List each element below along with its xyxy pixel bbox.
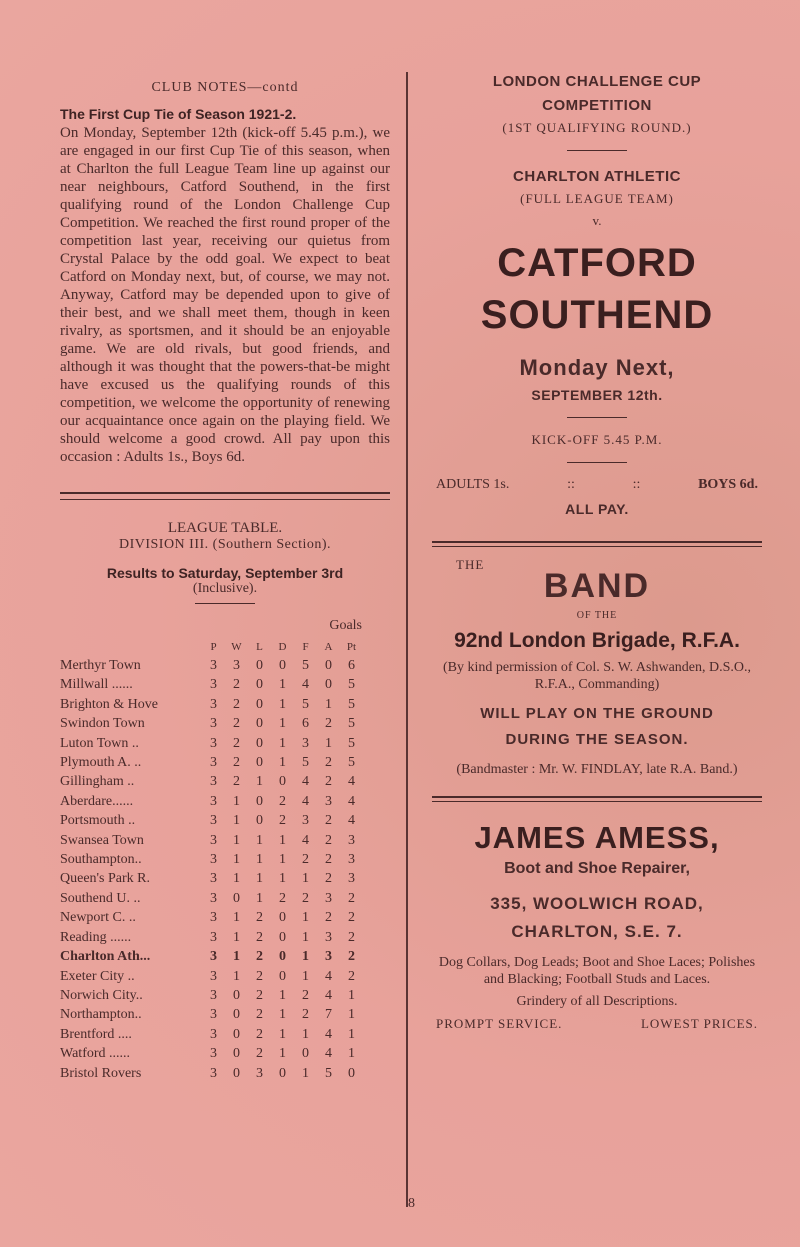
stat-d: 1 [279, 987, 286, 1003]
advertiser-service [432, 1016, 762, 1032]
stat-a: 4 [325, 968, 332, 984]
permission-note: (By kind permission of Col. S. W. Ashwanden, D.S.O., R.F.A., Commanding) [442, 660, 751, 692]
col-lost: L [256, 641, 263, 653]
right-column [432, 70, 762, 1032]
band-title: BAND [543, 567, 651, 605]
team-name: Northampton.. [60, 1007, 142, 1023]
team-name: Southend U. .. [60, 890, 141, 906]
stat-l: 2 [256, 1007, 263, 1023]
stat-l: 2 [256, 1046, 263, 1062]
stat-pt: 5 [348, 716, 355, 732]
section-rule [432, 796, 762, 802]
team-name: Norwich City.. [60, 987, 143, 1003]
stat-d: 1 [279, 755, 286, 771]
stat-l: 2 [256, 987, 263, 1003]
team-name: Portsmouth .. [60, 813, 136, 829]
stat-f: 1 [302, 949, 309, 965]
stat-pt: 5 [348, 677, 355, 693]
stat-w: 1 [233, 813, 240, 829]
team-name: Southampton.. [60, 852, 142, 868]
team-name: Reading ...... [60, 929, 132, 945]
stat-l: 1 [256, 774, 263, 790]
stat-f: 1 [302, 910, 309, 926]
team-name: Millwall ...... [60, 677, 133, 693]
column-divider [406, 72, 408, 1207]
stat-l: 0 [256, 677, 263, 693]
stat-w: 1 [233, 949, 240, 965]
stat-a: 2 [325, 774, 332, 790]
stat-p: 3 [210, 658, 217, 673]
all-pay-note: ALL PAY. [565, 501, 629, 517]
stat-w: 2 [233, 677, 240, 693]
stat-d: 2 [279, 813, 286, 829]
versus: v. [592, 213, 602, 228]
league-table-title: LEAGUE TABLE. [167, 520, 283, 536]
stat-f: 1 [302, 929, 309, 945]
stat-d: 0 [279, 949, 286, 965]
table-row [60, 695, 363, 714]
table-row [60, 714, 363, 733]
goals-header: Goals [329, 618, 362, 633]
stat-p: 3 [210, 677, 217, 693]
stat-pt: 6 [348, 658, 355, 673]
left-column [60, 70, 390, 1083]
page-number: 8 [408, 1196, 415, 1211]
table-row [60, 1044, 363, 1063]
stat-d: 2 [279, 793, 286, 809]
stat-pt: 1 [348, 987, 355, 1003]
stat-w: 1 [233, 832, 240, 848]
stat-pt: 2 [348, 949, 355, 965]
stat-l: 2 [256, 968, 263, 984]
stat-w: 3 [233, 658, 240, 673]
results-subheading: (Inclusive). [192, 581, 258, 596]
team-name: Watford ...... [60, 1046, 131, 1062]
stat-a: 1 [325, 735, 332, 751]
stat-f: 0 [302, 1046, 309, 1062]
stat-a: 2 [325, 832, 332, 848]
stat-d: 1 [279, 696, 286, 712]
stat-pt: 2 [348, 890, 355, 906]
will-play-line2: DURING THE SEASON. [505, 731, 689, 748]
kickoff-time: KICK-OFF 5.45 P.M. [531, 432, 663, 447]
stat-p: 3 [210, 910, 217, 926]
stat-w: 0 [233, 987, 240, 1003]
stat-f: 1 [302, 1026, 309, 1042]
short-rule [195, 603, 255, 604]
stat-w: 1 [233, 910, 240, 926]
team-name: Luton Town .. [60, 735, 139, 751]
stat-a: 3 [325, 890, 332, 906]
stat-a: 2 [325, 755, 332, 771]
stat-d: 1 [279, 1026, 286, 1042]
match-date: SEPTEMBER 12th. [531, 387, 663, 403]
table-row [60, 908, 363, 927]
stat-l: 1 [256, 832, 263, 848]
col-points: Pt [346, 641, 357, 653]
stat-w: 2 [233, 696, 240, 712]
match-day: Monday Next, [519, 355, 675, 380]
table-row [60, 675, 363, 694]
stat-a: 0 [325, 677, 332, 693]
round-label: (1ST QUALIFYING ROUND.) [502, 120, 692, 135]
cup-title-line2: COMPETITION [542, 97, 652, 114]
table-row [60, 889, 363, 908]
stat-p: 3 [210, 1065, 217, 1081]
prompt-service: PROMPT SERVICE. [436, 1016, 563, 1031]
stat-p: 3 [210, 1007, 217, 1023]
team-name: Charlton Ath... [60, 949, 151, 965]
advertiser-goods: Dog Collars, Dog Leads; Boot and Shoe Laces; Polishes and Blacking; Football Studs and Laces. [438, 955, 756, 987]
stat-d: 0 [279, 968, 286, 984]
stat-a: 4 [325, 987, 332, 1003]
section-rule [60, 492, 390, 500]
table-row [60, 811, 363, 830]
stat-pt: 0 [348, 1065, 355, 1081]
stat-l: 0 [256, 755, 263, 771]
table-row [60, 831, 363, 850]
stat-a: 7 [325, 1007, 332, 1023]
stat-p: 3 [210, 755, 217, 771]
stat-d: 1 [279, 852, 286, 868]
cup-tie-article: On Monday, September 12th (kick-off 5.45 p.m.), we are engaged in our first Cup Tie of this season, when at Charlton the full League Team line up against our near neighbours, Catford Southend, in the first qualifying round of the London Challenge Cup Competition. We reached the first round proper of the competition last year, receiving our quietus from Crystal Palace by the odd goal. We expect to beat Catford on Monday next, but, of course, we may not. Anyway, Catford may be depended upon to give of their best, and we shall meet them, though in keen rivalry, as sportsmen, and it should be an enjoyable game. We are old rivals, but good friends, and although it was thought that the powers-that-be might have excused us the qualifying rounds of this competition, we welcome the opportunity of renewing our acquaintance once again on the playing field. We should welcome a good crowd. All pay upon this occasion : Adults 1s., Boys 6d. [60, 125, 390, 465]
stat-pt: 5 [348, 755, 355, 771]
stat-p: 3 [210, 716, 217, 732]
team-name: Queen's Park R. [60, 871, 151, 887]
stat-a: 0 [325, 658, 332, 673]
team-name: Swindon Town [60, 716, 145, 732]
stat-d: 0 [279, 658, 286, 673]
boys-price: BOYS 6d. [698, 477, 758, 492]
team-name: Swansea Town [60, 832, 144, 848]
stat-pt: 4 [348, 774, 355, 790]
stat-l: 2 [256, 949, 263, 965]
section-rule [432, 541, 762, 547]
stat-f: 5 [302, 658, 309, 673]
stat-a: 2 [325, 813, 332, 829]
advertiser-grindery: Grindery of all Descriptions. [516, 994, 678, 1009]
stat-p: 3 [210, 696, 217, 712]
stat-d: 1 [279, 1007, 286, 1023]
home-team: CHARLTON ATHLETIC [513, 168, 681, 185]
stat-p: 3 [210, 890, 217, 906]
stat-d: 1 [279, 871, 286, 887]
team-name: Aberdare...... [60, 793, 134, 809]
admission-prices [432, 477, 762, 493]
stat-l: 0 [256, 696, 263, 712]
stat-p: 3 [210, 793, 217, 809]
stat-w: 0 [233, 1007, 240, 1023]
stat-f: 2 [302, 987, 309, 1003]
team-name: Newport C. .. [60, 910, 136, 926]
stat-d: 0 [279, 910, 286, 926]
stat-l: 0 [256, 813, 263, 829]
stat-p: 3 [210, 735, 217, 751]
short-rule [567, 462, 627, 463]
stat-f: 5 [302, 696, 309, 712]
stat-d: 0 [279, 774, 286, 790]
stat-w: 0 [233, 1026, 240, 1042]
cup-title-line1: LONDON CHALLENGE CUP [492, 73, 702, 90]
table-row [60, 928, 363, 947]
club-notes-title: CLUB NOTES—contd [151, 80, 299, 95]
stat-l: 1 [256, 852, 263, 868]
stat-l: 2 [256, 910, 263, 926]
stat-pt: 5 [348, 696, 355, 712]
brigade-name: 92nd London Brigade, R.F.A. [454, 629, 740, 652]
stat-p: 3 [210, 949, 217, 965]
stat-pt: 3 [348, 832, 355, 848]
stat-a: 2 [325, 852, 332, 868]
col-played: P [210, 641, 217, 653]
home-team-note: (FULL LEAGUE TEAM) [520, 191, 674, 206]
col-for: F [302, 641, 309, 653]
stat-pt: 5 [348, 735, 355, 751]
stat-w: 0 [233, 1065, 240, 1081]
stat-f: 1 [302, 1065, 309, 1081]
stat-d: 0 [279, 1065, 286, 1081]
table-row [60, 772, 363, 791]
stat-a: 4 [325, 1046, 332, 1062]
stat-w: 2 [233, 755, 240, 771]
table-row [60, 869, 363, 888]
stat-d: 1 [279, 677, 286, 693]
stat-l: 0 [256, 793, 263, 809]
stat-a: 2 [325, 871, 332, 887]
stat-w: 2 [233, 774, 240, 790]
band-the: THE [456, 557, 485, 572]
stat-l: 0 [256, 735, 263, 751]
stat-l: 0 [256, 658, 263, 673]
away-team-line2: SOUTHEND [480, 293, 714, 337]
team-name: Merthyr Town [60, 658, 141, 673]
table-row [60, 656, 363, 675]
stat-w: 1 [233, 852, 240, 868]
stat-f: 2 [302, 1007, 309, 1023]
stat-p: 3 [210, 1046, 217, 1062]
league-table [60, 638, 363, 1083]
adults-price: ADULTS 1s. [436, 477, 510, 492]
stat-l: 2 [256, 1026, 263, 1042]
stat-f: 4 [302, 793, 309, 809]
stat-a: 3 [325, 929, 332, 945]
separator: :: [567, 477, 575, 492]
table-row [60, 734, 363, 753]
league-table-header [60, 638, 363, 656]
advertiser-town: CHARLTON, S.E. 7. [511, 922, 683, 941]
stat-f: 1 [302, 968, 309, 984]
bandmaster-note: (Bandmaster : Mr. W. FINDLAY, late R.A. Band.) [456, 762, 738, 777]
stat-p: 3 [210, 813, 217, 829]
team-name: Brighton & Hove [60, 696, 158, 712]
stat-pt: 2 [348, 910, 355, 926]
stat-p: 3 [210, 929, 217, 945]
will-play-line1: WILL PLAY ON THE GROUND [480, 705, 714, 722]
stat-pt: 4 [348, 813, 355, 829]
stat-p: 3 [210, 852, 217, 868]
table-row [60, 967, 363, 986]
stat-f: 3 [302, 735, 309, 751]
stat-f: 1 [302, 871, 309, 887]
table-row [60, 753, 363, 772]
team-name: Gillingham .. [60, 774, 135, 790]
team-name: Bristol Rovers [60, 1065, 142, 1081]
stat-f: 4 [302, 677, 309, 693]
stat-pt: 1 [348, 1026, 355, 1042]
stat-pt: 4 [348, 793, 355, 809]
table-row [60, 986, 363, 1005]
col-against: A [324, 641, 333, 653]
stat-w: 1 [233, 929, 240, 945]
separator: :: [632, 477, 641, 492]
stat-a: 1 [325, 696, 332, 712]
stat-a: 2 [325, 716, 332, 732]
away-team-line1: CATFORD [497, 241, 697, 285]
table-row [60, 947, 363, 966]
lowest-prices: LOWEST PRICES. [640, 1016, 758, 1031]
stat-pt: 3 [348, 871, 355, 887]
table-row [60, 850, 363, 869]
stat-p: 3 [210, 871, 217, 887]
stat-p: 3 [210, 832, 217, 848]
stat-f: 3 [302, 813, 309, 829]
stat-w: 1 [233, 968, 240, 984]
col-won: W [231, 641, 242, 653]
short-rule [567, 150, 627, 151]
table-row [60, 1064, 363, 1083]
team-name: Exeter City .. [60, 968, 135, 984]
stat-w: 2 [233, 735, 240, 751]
stat-l: 3 [256, 1065, 263, 1081]
table-row [60, 1005, 363, 1024]
stat-p: 3 [210, 774, 217, 790]
stat-a: 4 [325, 1026, 332, 1042]
stat-w: 1 [233, 871, 240, 887]
stat-f: 4 [302, 774, 309, 790]
stat-d: 0 [279, 929, 286, 945]
stat-pt: 3 [348, 852, 355, 868]
stat-w: 0 [233, 1046, 240, 1062]
stat-w: 0 [233, 890, 240, 906]
cup-tie-heading: The First Cup Tie of Season 1921-2. [60, 106, 297, 122]
stat-d: 2 [279, 890, 286, 906]
stat-d: 1 [279, 832, 286, 848]
advertiser-name: JAMES AMESS, [474, 820, 720, 855]
stat-pt: 1 [348, 1046, 355, 1062]
stat-f: 4 [302, 832, 309, 848]
band-of-the: OF THE [576, 610, 618, 621]
table-row [60, 792, 363, 811]
stat-pt: 2 [348, 968, 355, 984]
stat-l: 1 [256, 871, 263, 887]
stat-p: 3 [210, 1026, 217, 1042]
stat-a: 5 [325, 1065, 332, 1081]
stat-f: 2 [302, 852, 309, 868]
advertiser-trade: Boot and Shoe Repairer, [504, 860, 690, 877]
stat-d: 1 [279, 716, 286, 732]
short-rule [567, 417, 627, 418]
stat-l: 1 [256, 890, 263, 906]
stat-a: 3 [325, 793, 332, 809]
stat-w: 2 [233, 716, 240, 732]
stat-l: 0 [256, 716, 263, 732]
stat-p: 3 [210, 968, 217, 984]
stat-a: 2 [325, 910, 332, 926]
col-drawn: D [278, 641, 287, 653]
table-row [60, 1025, 363, 1044]
stat-d: 1 [279, 1046, 286, 1062]
stat-l: 2 [256, 929, 263, 945]
stat-pt: 1 [348, 1007, 355, 1023]
results-heading: Results to Saturday, September 3rd [106, 565, 344, 581]
stat-f: 6 [302, 716, 309, 732]
team-name: Plymouth A. .. [60, 755, 142, 771]
stat-pt: 2 [348, 929, 355, 945]
stat-f: 2 [302, 890, 309, 906]
team-name: Brentford .... [60, 1026, 132, 1042]
league-division: DIVISION III. (Southern Section). [118, 537, 332, 552]
stat-a: 3 [325, 949, 332, 965]
stat-d: 1 [279, 735, 286, 751]
advertiser-street: 335, WOOLWICH ROAD, [490, 894, 704, 913]
stat-p: 3 [210, 987, 217, 1003]
stat-f: 5 [302, 755, 309, 771]
stat-w: 1 [233, 793, 240, 809]
